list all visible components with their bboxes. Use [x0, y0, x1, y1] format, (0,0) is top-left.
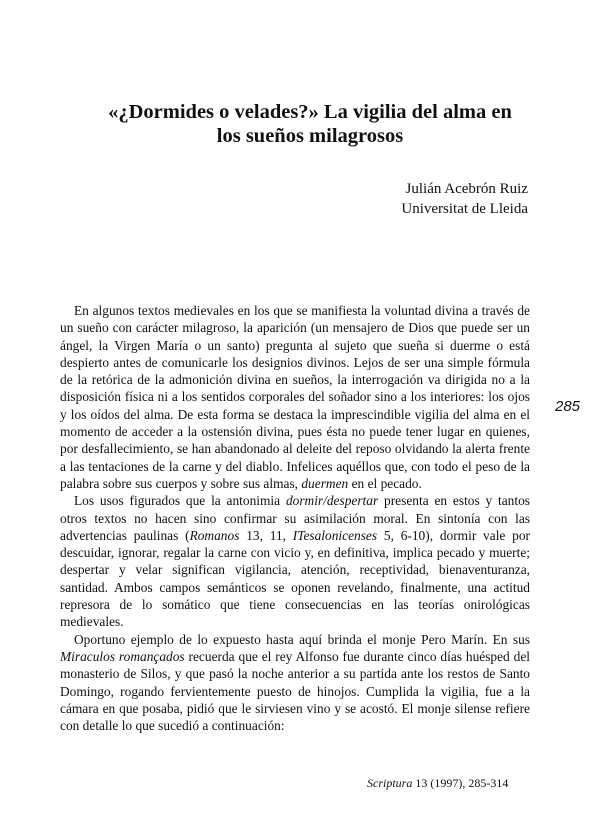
- article-title: [95, 100, 525, 148]
- title-line-2: los sueños milagrosos: [216, 125, 404, 147]
- paragraph-2-text-c: 13, 11,: [246, 527, 286, 543]
- paragraph-1-end: en el pecado.: [351, 475, 422, 491]
- author-affiliation: Universitat de Lleida: [401, 201, 528, 217]
- author-block: [401, 179, 528, 219]
- paragraph-2-italic-1: dormir/despertar: [285, 493, 379, 509]
- title-line-1: «¿Dormides o velades?» La vigilia del alma en: [108, 101, 512, 123]
- paragraph-1-italic: duermen: [301, 475, 349, 491]
- article-body: [60, 302, 530, 734]
- paragraph-1-text: En algunos textos medievales en los que se manifiesta la voluntad divina a través de un sueño con carácter milagroso, la aparición (un mensajero de Dios que puede ser un ángel, la Virgen María o un santo) pregunta al sujeto que sueña si duerme o está despierto antes de comunicarle los designios divinos. Lejos de ser una simple fórmula de la retórica de la admonición divina en sueños, la interrogación va dirigida no a la disposición física ni a los sentidos corporales del soñador sino a los interiores: los ojos y los oídos del alma. De esta forma se destaca la imprescindible vigilia del alma en el momento de acceder a la ostensión divina, pues ésta no puede tener lugar en quienes, por desfallecimiento, se han abandonado al deleite del reposo olvidando la alerta frente a las tentaciones de la carne y del diablo. Infelices aquéllos que, con todo el peso de la palabra sobre sus cuerpos y sobre sus almas,: [60, 303, 530, 491]
- page-number: 285: [555, 398, 581, 415]
- paragraph-2-text-a: Los usos figurados que la antonimia: [74, 493, 281, 509]
- journal-citation: 13 (1997), 285-314: [415, 776, 509, 790]
- paragraph-3: [60, 631, 530, 735]
- paragraph-3-text-b: recuerda que el rey Alfonso fue durante cinco días huésped del monasterio de Silos, y que pasó la noche anterior a su partida ante los restos de Santo Domingo, rogando fervientemente puesto de hinojos. Cumplida la vigilia, fue a la cámara en que posaba, pidió que le sirviesen vino y se acostó. El monje silense refiere con detalle lo que sucedió a continuación:: [60, 648, 530, 734]
- paragraph-1: [60, 302, 530, 492]
- paragraph-2-italic-3: ITesalonicenses: [292, 527, 378, 543]
- paragraph-3-italic: Miraculos romançados: [60, 648, 185, 664]
- paragraph-2-text-b: presenta en estos y tantos otros textos no hacen sino confirmar su asimilación moral. En sintonía con las advertencias paulinas (: [60, 493, 531, 543]
- paragraph-2-text-d: 5, 6-10), dormir vale por descuidar, ignorar, regalar la carne con vicio y, en definitiva, implica pecado y muerte; despertar y velar significan vigilancia, atención, receptividad, bienaventuranza, santidad. Ambos campos semánticos se oponen revelando, finalmente, una actitud represora de lo somático que tiene consecuencias en las teorías onirológicas medievales.: [60, 527, 530, 630]
- paragraph-3-text-a: Oportuno ejemplo de lo expuesto hasta aquí brinda el monje Pero Marín. En sus: [74, 631, 530, 647]
- journal-name: Scriptura: [367, 776, 413, 790]
- paragraph-2: [60, 492, 530, 630]
- paragraph-2-italic-2: Romanos: [189, 527, 240, 543]
- footer-citation: [367, 776, 508, 791]
- author-name: Julián Acebrón Ruiz: [405, 181, 528, 197]
